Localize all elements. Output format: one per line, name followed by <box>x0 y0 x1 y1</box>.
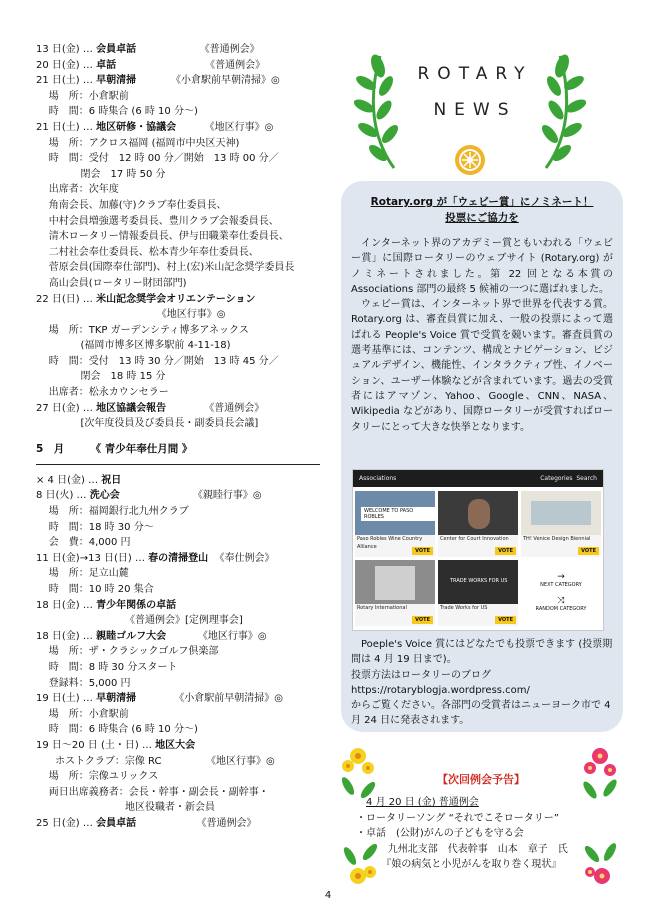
schedule-text: 《地区行事》◎ <box>176 121 274 133</box>
news-vote-info <box>351 637 613 729</box>
schedule-text: 時 間：8 時 30 分スタート <box>36 661 178 673</box>
news-title-line2: 投票にご協力を <box>445 212 519 224</box>
schedule-text: 時 間：18 時 30 分～ <box>36 521 154 533</box>
schedule-line <box>36 754 326 770</box>
schedule-text: 時 間：受付 13 時 30 分／開始 13 時 45 分／ <box>36 355 279 367</box>
vote-button[interactable]: VOTE <box>412 616 433 624</box>
search-label: Search <box>576 475 597 482</box>
schedule-line <box>36 151 326 167</box>
may-schedule <box>36 473 326 832</box>
schedule-text: 20 日(金) … <box>36 59 97 71</box>
schedule-text: 中村会員増強選考委員長、豊川クラブ会報委員長、 <box>36 215 279 227</box>
schedule-line <box>36 416 326 432</box>
schedule-line <box>36 769 326 785</box>
vote-button[interactable]: VOTE <box>412 547 433 555</box>
schedule-line <box>36 89 326 105</box>
vote-button[interactable]: VOTE <box>578 547 599 555</box>
schedule-line <box>36 104 326 120</box>
event-name: 春の清掃登山 <box>148 552 209 564</box>
webby-screenshot <box>352 469 604 631</box>
schedule-line <box>36 354 326 370</box>
schedule-text: 場 所：足立山麓 <box>36 568 129 580</box>
rotary-wheel-icon <box>455 145 485 175</box>
card-caption: TH! Venice Design Biennial <box>523 536 591 542</box>
schedule-line <box>36 707 326 723</box>
newsletter-title: ROTARY <box>417 64 533 84</box>
schedule-line <box>36 800 326 816</box>
schedule-text: 《親睦行事》◎ <box>119 490 262 502</box>
schedule-text: 25 日(金) … <box>36 817 97 829</box>
schedule-text: 《小倉駅前早朝清掃》◎ <box>136 693 283 705</box>
schedule-line <box>36 401 326 417</box>
schedule-line <box>36 276 326 292</box>
schedule-line <box>36 120 326 136</box>
event-name: 早朝清掃 <box>96 75 137 87</box>
schedule-text: [次年度役員及び委員長・副委員長会議] <box>36 418 259 430</box>
news-paragraph: インターネット界のアカデミー賞ともいわれる「ウェビー賞」に国際ロータリーのウェブサイト (Rotary.org) がノミネートされました。第 22 回となる本賞の Associations 部門の最終 5 候補の一つに選ばれました。 <box>351 238 613 295</box>
schedule-text: 《普通例会》 <box>116 59 266 71</box>
schedule-line <box>36 551 326 567</box>
schedule-line <box>36 198 326 214</box>
schedule-line <box>36 660 326 676</box>
schedule-text: 27 日(金) … <box>36 402 97 414</box>
schedule-text: 登録料：5,000 円 <box>36 677 131 689</box>
schedule-text: 21 日(土) … <box>36 121 97 133</box>
news-paragraph: 投票方法はロータリーのブログ <box>351 669 491 681</box>
schedule-line <box>36 535 326 551</box>
newsletter-subtitle: NEWS <box>433 100 517 120</box>
schedule-line <box>36 214 326 230</box>
schedule-line <box>36 229 326 245</box>
vote-button[interactable]: VOTE <box>495 547 516 555</box>
schedule-line <box>36 629 326 645</box>
schedule-text: 19 日(土) … <box>36 693 97 705</box>
schedule-line <box>36 488 326 504</box>
news-paragraph: ウェビー賞は、インターネット界で世界を代表する賞。Rotary.org は、審査員賞に加え、一般の投票によって選ばれる People's Voice 賞で受賞を競います。審査員賞の選考基準には、コンテンツ、構成とナビゲーション、ビジュアルデザイン、機能性、インタラクティブ性、イノベーション、ユーザー体験などが含まれています。過去の受賞者にはアマゾン、Yahoo、Google、CNN、NASA、Wikipedia などがあり、国際ロータリーが受賞すればロータリーにとって大きな快挙となります。 <box>351 299 613 433</box>
schedule-text: 場 所：小倉駅前 <box>36 90 129 102</box>
schedule-text: 場 所：アクロス福岡 (福岡市中央区天神) <box>36 137 240 149</box>
schedule-text: 高山会員(ロータリー財団部門) <box>36 277 187 289</box>
schedule-line <box>36 613 326 629</box>
schedule-line <box>36 182 326 198</box>
schedule-line <box>36 598 326 614</box>
schedule-text: 時 間：6 時集合 (6 時 10 分～) <box>36 106 198 118</box>
schedule-line <box>36 338 326 354</box>
shuffle-icon: ⤨ <box>557 596 565 606</box>
schedule-text: ホストクラブ：宗像 RC 《地区行事》◎ <box>36 755 275 767</box>
schedule-text: 18 日(金) … <box>36 630 97 642</box>
schedule-text: 《奉仕例会》 <box>208 552 275 564</box>
schedule-text: 閉会 18 時 15 分 <box>36 371 166 383</box>
news-title-line1: Rotary.org が「ウェビー賞」にノミネート！ <box>370 196 594 208</box>
event-name: 親睦ゴルフ大会 <box>96 630 167 642</box>
next-meeting-item: ・卓話 (公財)がんの子どもを守る会 <box>356 828 524 839</box>
news-paragraph: からご覧ください。各部門の受賞者はニューヨーク市で 4 月 24 日に発表されます。 <box>351 700 611 727</box>
news-paragraph: Poeple's Voice 賞にはどなたでも投票できます (投票期間は 4 月 19 日まで)。 <box>351 639 613 666</box>
schedule-text: 閉会 17 時 50 分 <box>36 168 166 180</box>
schedule-line <box>36 644 326 660</box>
schedule-text: 会 費：4,000 円 <box>36 537 131 549</box>
event-name: 会員卓話 <box>96 817 137 829</box>
yellow-flower-icon <box>338 742 382 800</box>
schedule-text: 出席者：次年度 <box>36 184 119 196</box>
schedule-text: 角南会長、加藤(守)クラブ奉仕委員長、 <box>36 199 227 211</box>
schedule-line <box>36 816 326 832</box>
schedule-line <box>36 676 326 692</box>
webby-section: Associations <box>359 475 397 482</box>
schedule-line <box>36 504 326 520</box>
schedule-text: × 4 日(金) … <box>36 474 102 486</box>
next-meeting-item: 『娘の病気と小児がんを取り巻く現状』 <box>356 859 562 870</box>
blog-url[interactable]: https://rotaryblogja.wordpress.com/ <box>351 684 530 696</box>
schedule-text: 出席者：松永カウンセラー <box>36 387 169 399</box>
nominee-card <box>355 491 435 557</box>
schedule-line <box>36 73 326 89</box>
schedule-text: 《普通例会》 <box>166 402 265 414</box>
schedule-text: 《普通例会》 <box>136 817 257 829</box>
schedule-line <box>36 245 326 261</box>
card-caption: Trade Works for US <box>440 605 488 611</box>
card-overlay: WELCOME TO PASO ROBLES <box>361 507 435 521</box>
schedule-text: 《地区行事》◎ <box>166 630 267 642</box>
next-meeting-details <box>356 795 616 873</box>
schedule-text: 場 所：宗像ユリックス <box>36 771 159 783</box>
schedule-text: 場 所：ザ・クラシックゴルフ倶楽部 <box>36 646 219 658</box>
event-name: 早朝清掃 <box>96 693 137 705</box>
news-body <box>351 236 613 435</box>
card-caption: Rotary International <box>357 605 407 611</box>
schedule-line <box>36 58 326 74</box>
arrow-right-icon: → <box>557 572 565 582</box>
category-nav <box>521 560 601 626</box>
next-meeting-item: 九州北支部 代表幹事 山本 章子 氏 <box>356 843 568 855</box>
schedule-line <box>36 385 326 401</box>
event-name: 祝日 <box>101 474 122 486</box>
schedule-text: 13 日(金) … <box>36 44 97 55</box>
schedule-text: 11 日(金)→13 日(日) … <box>36 552 149 564</box>
schedule-line <box>36 42 326 58</box>
event-name: 地区大会 <box>155 739 196 751</box>
april-schedule <box>36 42 326 432</box>
schedule-text: 二村社会奉仕委員長、松本青少年奉仕委員長、 <box>36 246 259 258</box>
schedule-text: 18 日(金) … <box>36 599 97 611</box>
next-meeting-item: ・ロータリーソング “それでこそロータリー” <box>356 812 559 824</box>
news-title <box>345 194 619 226</box>
schedule-line <box>36 292 326 308</box>
schedule-line <box>36 167 326 183</box>
event-name: 青少年関係の卓話 <box>96 599 177 611</box>
schedule-text: 《普通例会》[定例理事会] <box>36 615 243 627</box>
event-name: 卓話 <box>96 59 117 71</box>
schedule-line <box>36 307 326 323</box>
schedule-text: 《地区行事》◎ <box>36 309 226 321</box>
schedule-text: 地区役職者・新会員 <box>36 802 216 814</box>
next-meeting-title: 【次回例会予告】 <box>437 773 525 786</box>
schedule-text: 時 間：10 時 20 集合 <box>36 584 154 595</box>
may-heading: 5 月 《 青少年奉仕月間 》 <box>36 442 193 455</box>
divider <box>36 464 320 465</box>
vote-button[interactable]: VOTE <box>495 616 516 624</box>
schedule-text: 21 日(土) … <box>36 75 97 87</box>
schedule-line <box>36 582 326 598</box>
pink-flower-icon <box>578 744 622 802</box>
schedule-text: 19 日～20 日 (土・日) … <box>36 739 156 751</box>
page-number: 4 <box>324 890 332 901</box>
nominee-card <box>438 491 518 557</box>
schedule-text: 両日出席義務者：会長・幹事・副会長・副幹事・ <box>36 786 269 798</box>
schedule-text: 《小倉駅前早朝清掃》◎ <box>136 75 280 87</box>
schedule-text: 清木ロータリー情報委員長、伊与田職業奉仕委員長、 <box>36 231 289 243</box>
event-name: 会員卓話 <box>96 44 137 55</box>
schedule-line <box>36 323 326 339</box>
schedule-text: 8 日(火) … <box>36 490 90 502</box>
event-name: 地区研修・協議会 <box>96 121 177 133</box>
nominee-card <box>521 491 601 557</box>
event-name: 米山記念奨学会オリエンテーション <box>96 293 256 305</box>
schedule-text: 時 間：6 時集合 (6 時 10 分～) <box>36 724 198 736</box>
webby-header <box>353 470 603 487</box>
next-category-link[interactable]: NEXT CATEGORY <box>540 582 582 588</box>
schedule-line <box>36 785 326 801</box>
schedule-line <box>36 136 326 152</box>
schedule-text: 場 所：TKP ガーデンシティ博多アネックス <box>36 324 249 336</box>
schedule-text: 場 所：福岡銀行北九州クラブ <box>36 506 189 518</box>
schedule-line <box>36 520 326 536</box>
schedule-text: 《普通例会》 <box>136 44 260 55</box>
schedule-line <box>36 473 326 489</box>
next-meeting-date: 4 月 20 日 (金) 普通例会 <box>366 797 479 808</box>
schedule-text: 22 日(日) … <box>36 293 97 305</box>
nominee-card <box>438 560 518 626</box>
random-category-link[interactable]: RANDOM CATEGORY <box>535 606 587 612</box>
card-caption: Paso Robles Wine Country Alliance <box>357 536 423 550</box>
schedule-text: (福岡市博多区博多駅前 4-11-18) <box>36 340 231 352</box>
schedule-text: 時 間：受付 12 時 00 分／開始 13 時 00 分／ <box>36 153 279 165</box>
card-caption: Center for Court Innovation <box>440 536 509 542</box>
schedule-line <box>36 722 326 738</box>
schedule-line <box>36 260 326 276</box>
schedule-line <box>36 566 326 582</box>
schedule-column <box>36 42 326 832</box>
schedule-text: 菅原会員(国際奉仕部門)、村上(宏)米山記念奨学委員長 <box>36 262 295 274</box>
schedule-line <box>36 369 326 385</box>
event-name: 地区協議会報告 <box>96 402 167 414</box>
nominee-card <box>355 560 435 626</box>
schedule-line <box>36 738 326 754</box>
card-overlay: TRADE WORKS FOR US <box>450 578 508 584</box>
categories-label: Categories <box>540 475 573 482</box>
schedule-line <box>36 691 326 707</box>
schedule-text: 場 所：小倉駅前 <box>36 708 129 720</box>
event-name: 洗心会 <box>89 490 120 502</box>
